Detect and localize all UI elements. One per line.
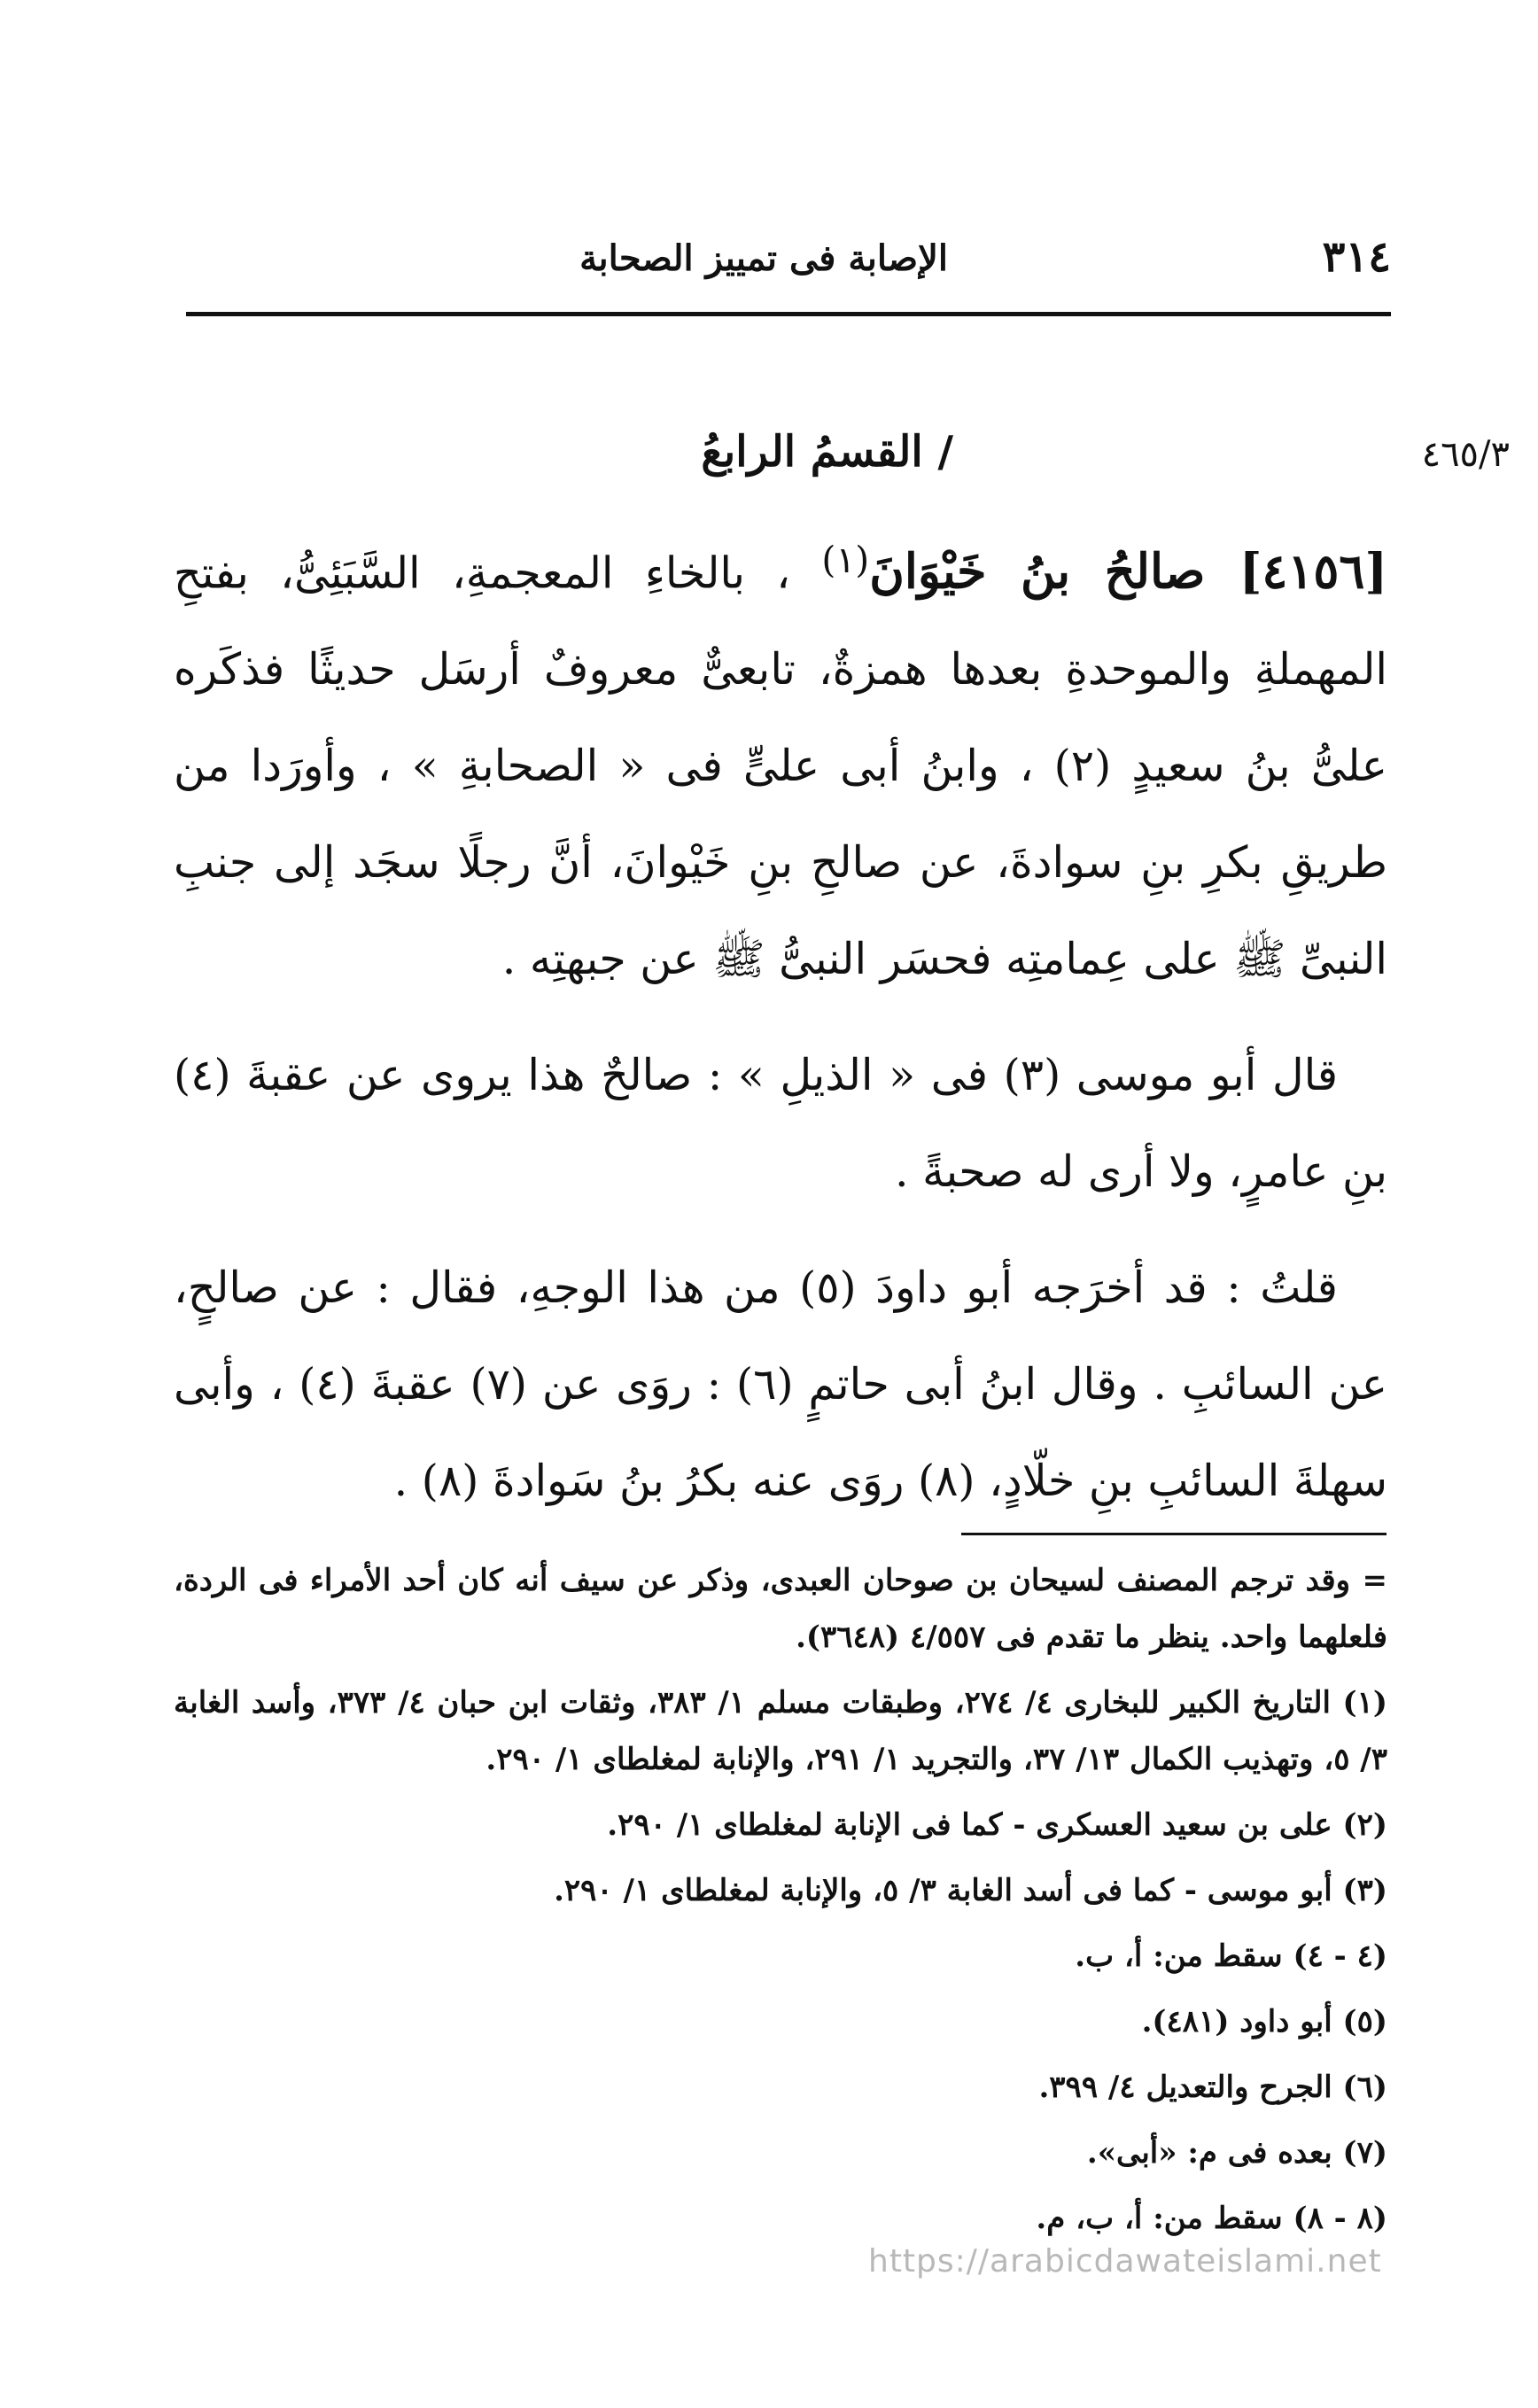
entry-paragraph-1 bbox=[174, 512, 1387, 1007]
book-title: الإصابة فى تمييز الصحابة bbox=[579, 237, 948, 279]
footnote-3: (٣) أبو موسى - كما فى أسد الغابة ٣/ ٥، والإنابة لمغلطاى ١/ ٢٩٠. bbox=[554, 1873, 1387, 1908]
margin-reference: ٤٦٥/٣ bbox=[1421, 434, 1510, 475]
header-divider bbox=[186, 312, 1391, 316]
section-heading: / القسمُ الرابعُ bbox=[701, 427, 953, 477]
entry-paragraph-3: قلتُ : قد أخرَجه أبو داودَ (٥) من هذا الوجهِ، فقال : عن صالحٍ، عن السائبِ . وقال ابنُ أبى حاتمٍ (٦) : روَى عن (٧) عقبةَ (٤) ، وأبى سهلةَ السائبِ بنِ خلّادٍ، (٨) روَى عنه بكرُ بنُ سَوادةَ (٨) . bbox=[174, 1262, 1387, 1507]
footnote-6: (٦) الجرح والتعديل ٤/ ٣٩٩. bbox=[1038, 2070, 1387, 2105]
footnote-8: (٨ - ٨) سقط من: أ، ب، م. bbox=[1036, 2201, 1387, 2236]
footnote-divider bbox=[961, 1533, 1387, 1535]
entry-paragraph-2: قال أبو موسى (٣) فى « الذيلِ » : صالحٌ هذا يروى عن عقبةَ (٤) بنِ عامرٍ، ولا أرى له صحبةً . bbox=[174, 1050, 1387, 1198]
footnote-5: (٥) أبو داود (٤٨١). bbox=[1141, 2004, 1387, 2039]
entry-title: [٤١٥٦] صالحُ بنُ خَيْوَانَ bbox=[869, 542, 1387, 600]
footnote-continued: = وقد ترجم المصنف لسيحان بن صوحان العبدى، وذكر عن سيف أنه كان أحد الأمراء فى الردة، فلعلهما واحد. ينظر ما تقدم فى ٤/٥٥٧ (٣٦٤٨). bbox=[174, 1563, 1387, 1655]
footnote-1: (١) التاريخ الكبير للبخارى ٤/ ٢٧٤، وطبقات مسلم ١/ ٣٨٣، وثقات ابن حبان ٤/ ٣٧٣، وأسد الغابة ٣/ ٥، وتهذيب الكمال ١٣/ ٣٧، والتجريد ١/ ٢٩١، والإنابة لمغلطاى ١/ ٢٩٠. bbox=[174, 1685, 1387, 1777]
footnotes bbox=[174, 1552, 1387, 2256]
running-head bbox=[186, 232, 1391, 294]
main-text bbox=[174, 512, 1387, 1549]
entry-title-note: (١) bbox=[821, 539, 870, 581]
footnote-7: (٧) بعده فى م: «أبى». bbox=[1086, 2135, 1387, 2171]
watermark: https://arabicdawateislami.net bbox=[868, 2243, 1382, 2280]
footnote-2: (٢) على بن سعيد العسكرى - كما فى الإنابة لمغلطاى ١/ ٢٩٠. bbox=[607, 1807, 1387, 1843]
entry-paragraph-1-text: ، بالخاءِ المعجمةِ، السَّبَئِىُّ، بفتحِ المهملةِ والموحدةِ بعدها همزةٌ، تابعىٌّ معروفٌ أرسَل حديثًا فذكَره علىُّ بنُ سعيدٍ (٢) ، وابنُ أبى علىٍّ فى « الصحابةِ » ، وأورَدا من طريقِ بكرِ بنِ سوادةَ، عن صالحِ بنِ خَيْوانَ، أنَّ رجلًا سجَد إلى جنبِ النبىِّ ﷺ على عِمامتِه فحسَر النبىُّ ﷺ عن جبهتِه . bbox=[174, 548, 1387, 985]
page-number: ٣١٤ bbox=[1322, 232, 1391, 282]
footnote-4: (٤ - ٤) سقط من: أ، ب. bbox=[1075, 1938, 1387, 1974]
